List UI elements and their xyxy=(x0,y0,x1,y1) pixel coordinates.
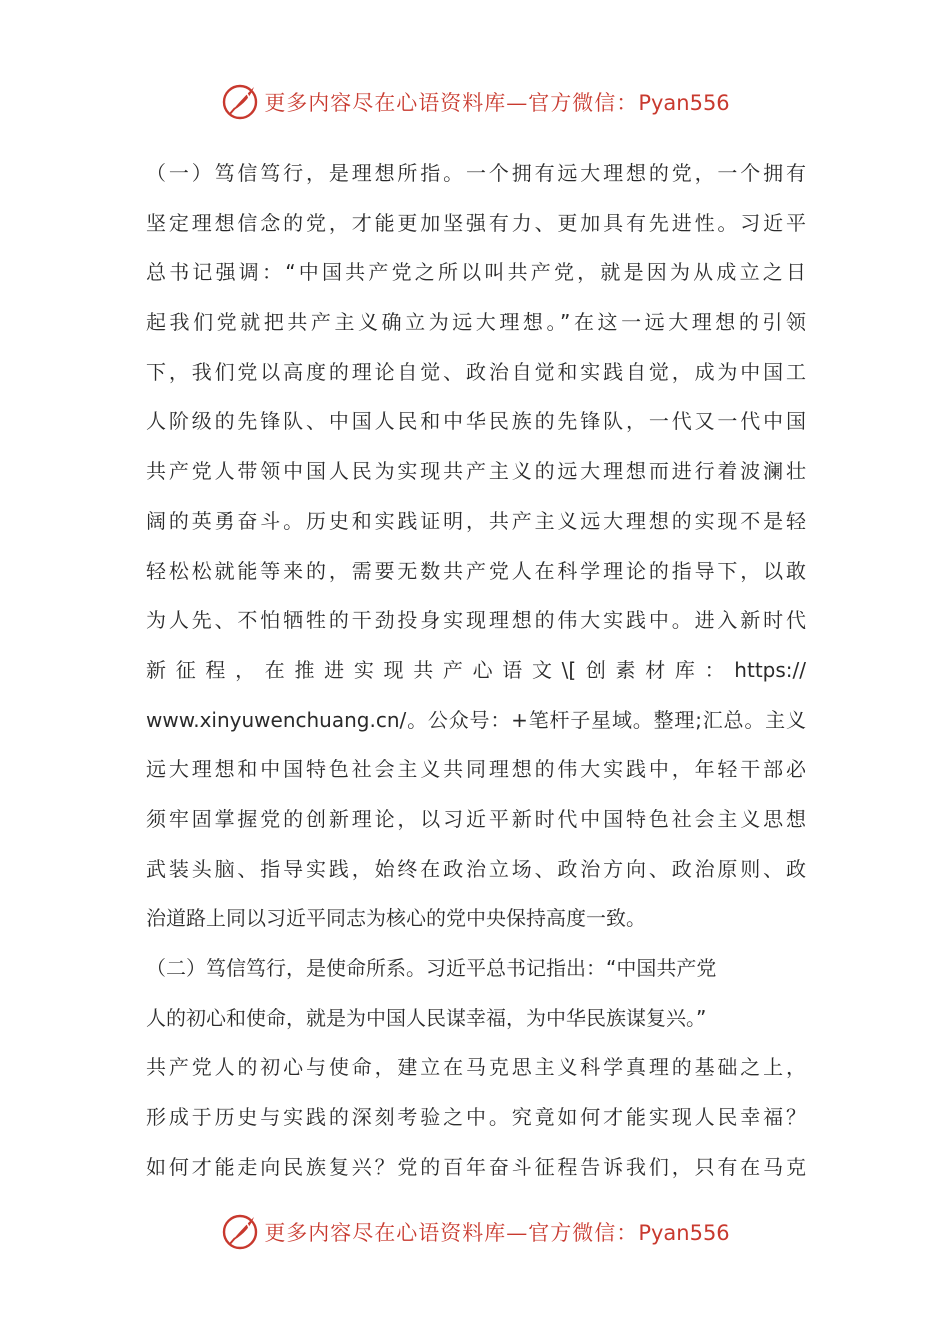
text-line: 共产党人带领中国人民为实现共产主义的远大理想而进行着波澜壮 xyxy=(146,459,806,484)
text-line: 形成于历史与实践的深刻考验之中。究竟如何才能实现人民幸福？ xyxy=(146,1105,806,1130)
footer-label: 更多内容尽在心语资料库—官方微信： xyxy=(264,1221,639,1245)
quill-logo-icon xyxy=(220,1212,260,1252)
text-line: 如何才能走向民族复兴？党的百年奋斗征程告诉我们，只有在马克 xyxy=(146,1154,806,1179)
quill-logo-icon xyxy=(220,82,260,122)
text-line: 轻松松就能等来的，需要无数共产党人在科学理论的指导下，以敢 xyxy=(146,558,806,583)
footer-banner xyxy=(0,1210,950,1254)
text-line: 新征程，在推进实现共产心语文\[创素材库：https:// xyxy=(146,657,806,682)
header-text xyxy=(264,87,729,117)
text-line: 总书记强调：“中国共产党之所以叫共产党，就是因为从成立之日 xyxy=(146,260,806,285)
text-line: 人的初心和使命，就是为中国人民谋幸福，为中华民族谋复兴。” xyxy=(146,1005,707,1030)
footer-text xyxy=(264,1217,729,1247)
text-line: 须牢固掌握党的创新理论，以习近平新时代中国特色社会主义思想 xyxy=(146,806,806,831)
text-line: 坚定理想信念的党，才能更加坚强有力、更加具有先进性。习近平 xyxy=(146,210,806,235)
footer-wechat-id: Pyan556 xyxy=(638,1221,730,1245)
text-line: （一）笃信笃行，是理想所指。一个拥有远大理想的党，一个拥有 xyxy=(146,161,806,185)
text-line: www.xinyuwenchuang.cn/。公众号：+笔杆子星域。整理;汇总。主义 xyxy=(146,707,806,732)
text-line: 人阶级的先锋队、中国人民和中华民族的先锋队，一代又一代中国 xyxy=(146,409,806,434)
text-line: 为人先、不怕牺牲的干劲投身实现理想的伟大实践中。进入新时代 xyxy=(146,608,806,633)
text-line: 治道路上同以习近平同志为核心的党中央保持高度一致。 xyxy=(146,906,646,931)
text-line: 阔的英勇奋斗。历史和实践证明，共产主义远大理想的实现不是轻 xyxy=(146,508,806,533)
article-body xyxy=(146,149,806,1192)
header-label: 更多内容尽在心语资料库—官方微信： xyxy=(264,91,639,115)
text-line: 下，我们党以高度的理论自觉、政治自觉和实践自觉，成为中国工 xyxy=(146,359,806,384)
text-line: 共产党人的初心与使命，建立在马克思主义科学真理的基础之上， xyxy=(146,1055,806,1080)
text-line: 远大理想和中国特色社会主义共同理想的伟大实践中，年轻干部必 xyxy=(146,757,806,782)
header-wechat-id: Pyan556 xyxy=(638,91,730,115)
text-line: 起我们党就把共产主义确立为远大理想。”在这一远大理想的引领 xyxy=(146,310,806,335)
header-banner xyxy=(0,80,950,124)
text-line: （二）笃信笃行，是使命所系。习近平总书记指出：“中国共产党 xyxy=(146,956,717,980)
text-line: 武装头脑、指导实践，始终在政治立场、政治方向、政治原则、政 xyxy=(146,856,806,881)
